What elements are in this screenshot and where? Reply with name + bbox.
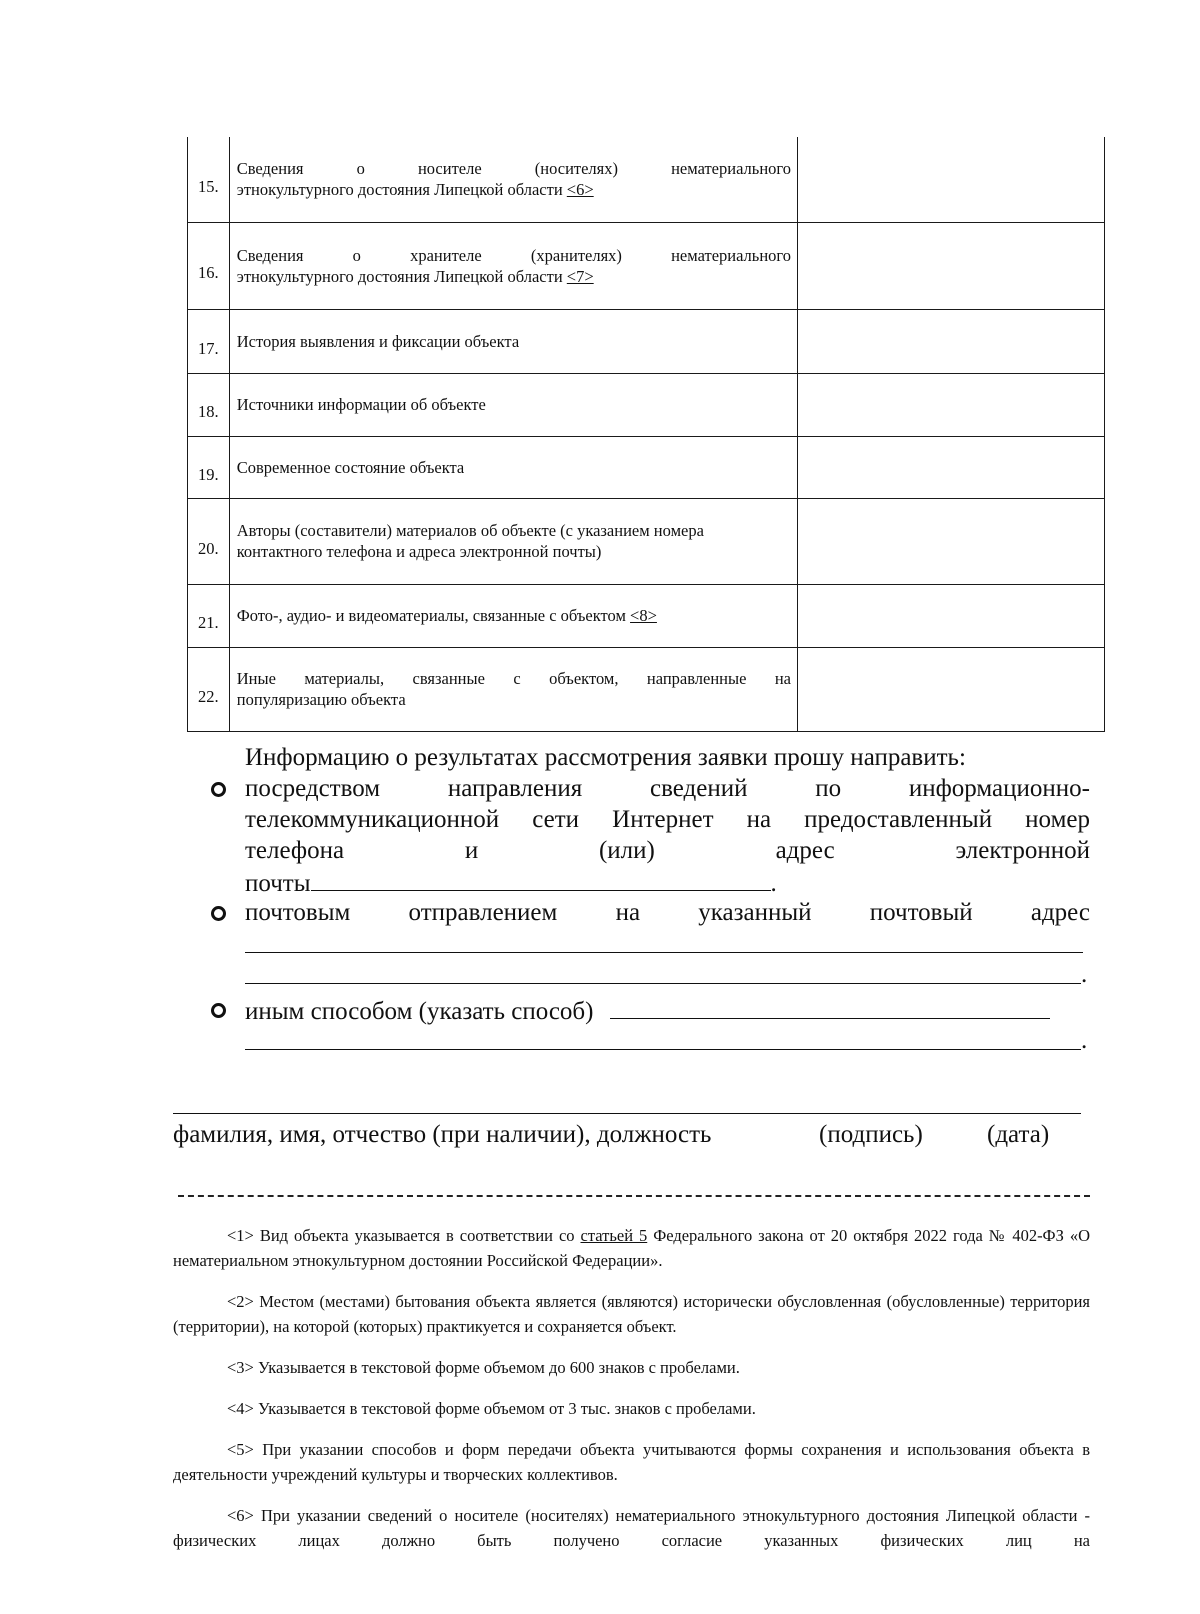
option-internet-line3: телефона и (или) адрес электронной — [245, 837, 1090, 864]
row-description — [229, 584, 797, 647]
footnote-2: <2> Местом (местами) бытования объекта является (являются) исторически обусловленная (обусловленные) территория (территории), на которой (которых) практикуется и сохраняется объект. — [173, 1292, 1090, 1336]
row-description-line: популяризацию объекта — [236, 690, 406, 709]
row-value-cell[interactable] — [798, 647, 1105, 731]
address-blank-row[interactable] — [245, 959, 1090, 990]
law-article-link[interactable]: статьей 5 — [580, 1226, 648, 1245]
table-row — [188, 373, 1105, 436]
table-row — [188, 498, 1105, 584]
footnotes — [173, 1223, 1090, 1553]
row-value-cell[interactable] — [798, 498, 1105, 584]
row-value-cell[interactable] — [798, 222, 1105, 309]
address-blank-line[interactable] — [245, 952, 1083, 953]
row-description — [229, 436, 797, 498]
row-description — [229, 647, 797, 731]
table-row — [188, 222, 1105, 309]
row-description-line: Источники информации об объекте — [236, 395, 486, 414]
row-description — [229, 137, 797, 222]
row-description-line: Сведения о хранителе (хранителях) нематериального — [236, 245, 792, 265]
other-method-blank-row[interactable] — [245, 1025, 1090, 1056]
footnote-3: <3> Указывается в текстовой форме объемом до 600 знаков с пробелами. — [227, 1358, 740, 1377]
footnote-4: <4> Указывается в текстовой форме объемом от 3 тыс. знаков с пробелами. — [227, 1399, 756, 1418]
date-label: (дата) — [987, 1121, 1050, 1148]
signature-label: (подпись) — [819, 1121, 923, 1148]
row-value-cell[interactable] — [798, 373, 1105, 436]
row-description-line: Современное состояние объекта — [236, 457, 465, 477]
row-number: 17. — [188, 309, 230, 373]
application-form-table — [187, 137, 1105, 732]
row-value-cell[interactable] — [798, 436, 1105, 498]
dashed-separator — [178, 1195, 1090, 1197]
row-value-cell[interactable] — [798, 309, 1105, 373]
row-value-cell[interactable] — [798, 584, 1105, 647]
footnote-1-text: <1> Вид объекта указывается в соответствии со — [227, 1226, 581, 1245]
table-row — [188, 137, 1105, 222]
row-description-line: этнокультурного достояния Липецкой области — [236, 180, 563, 200]
delivery-options — [205, 742, 1090, 1056]
row-description-line: контактного телефона и адреса электронной почты) — [236, 542, 602, 561]
table-row — [188, 436, 1105, 498]
address-blank-row[interactable] — [245, 928, 1090, 959]
footnote-6: <6> При указании сведений о носителе (носителях) нематериального этнокультурного достояния Липецкой области - физических лицах должно быть получено согласие указанных физических лиц на — [173, 1506, 1090, 1550]
radio-circle-icon[interactable] — [211, 906, 226, 921]
row-value-cell[interactable] — [798, 137, 1105, 222]
row-description-line: История выявления и фиксации объекта — [236, 331, 520, 351]
row-description-line: Иные материалы, связанные с объектом, направленные на — [236, 669, 792, 688]
period: . — [770, 870, 777, 897]
option-other-line1: иным способом (указать способ) — [245, 998, 594, 1025]
option-internet-line2: телекоммуникационной сети Интернет на предоставленный номер — [245, 806, 1090, 833]
option-internet[interactable] — [205, 773, 1090, 897]
options-heading: Информацию о результатах рассмотрения заявки прошу направить: — [245, 744, 966, 771]
option-other[interactable] — [205, 994, 1090, 1056]
table-row — [188, 584, 1105, 647]
footnote-ref-link[interactable]: <7> — [566, 266, 594, 286]
row-number: 16. — [188, 222, 230, 309]
name-position-label: фамилия, имя, отчество (при наличии), должность — [173, 1121, 712, 1148]
option-post[interactable] — [205, 897, 1090, 990]
row-number: 20. — [188, 498, 230, 584]
row-description — [229, 373, 797, 436]
row-description-line: этнокультурного достояния Липецкой области — [236, 266, 563, 286]
period: . — [1081, 961, 1088, 988]
table-row — [188, 309, 1105, 373]
row-description-line: Фото-, аудио- и видеоматериалы, связанные с объектом — [236, 606, 626, 625]
row-number: 19. — [188, 436, 230, 498]
period: . — [1081, 1027, 1088, 1054]
radio-circle-icon[interactable] — [211, 782, 226, 797]
option-post-line1: почтовым отправлением на указанный почтовый адрес — [245, 899, 1090, 926]
row-number: 15. — [188, 137, 230, 222]
footnote-ref-link[interactable]: <8> — [630, 606, 657, 625]
footnote-ref-link[interactable]: <6> — [566, 180, 594, 200]
option-internet-line4: почты — [245, 870, 311, 897]
footnote-1 — [173, 1223, 1090, 1273]
footnote-5: <5> При указании способов и форм передачи объекта учитываются формы сохранения и использования объекта в деятельности учреждений культуры и творческих коллективов. — [173, 1440, 1090, 1484]
other-method-blank-line[interactable] — [245, 1049, 1081, 1050]
option-internet-line1: посредством направления сведений по информационно- — [245, 775, 1090, 802]
row-description-line: Авторы (составители) материалов об объекте (с указанием номера — [236, 521, 704, 540]
row-description-line: Сведения о носителе (носителях) нематериального — [236, 159, 792, 179]
signature-line[interactable] — [173, 1113, 1081, 1114]
row-number: 22. — [188, 647, 230, 731]
row-number: 18. — [188, 373, 230, 436]
footnote-1-text-end: Федерального закона от 20 октября 2022 года № 402-ФЗ «О нематериальном этнокультурном достоянии Российской Федерации». — [173, 1226, 1090, 1270]
email-blank-field[interactable] — [311, 866, 771, 891]
other-method-blank-field[interactable] — [610, 994, 1050, 1019]
row-description — [229, 222, 797, 309]
radio-circle-icon[interactable] — [211, 1003, 226, 1018]
row-description — [229, 498, 797, 584]
address-blank-line[interactable] — [245, 983, 1081, 984]
row-number: 21. — [188, 584, 230, 647]
row-description — [229, 309, 797, 373]
table-row — [188, 647, 1105, 731]
